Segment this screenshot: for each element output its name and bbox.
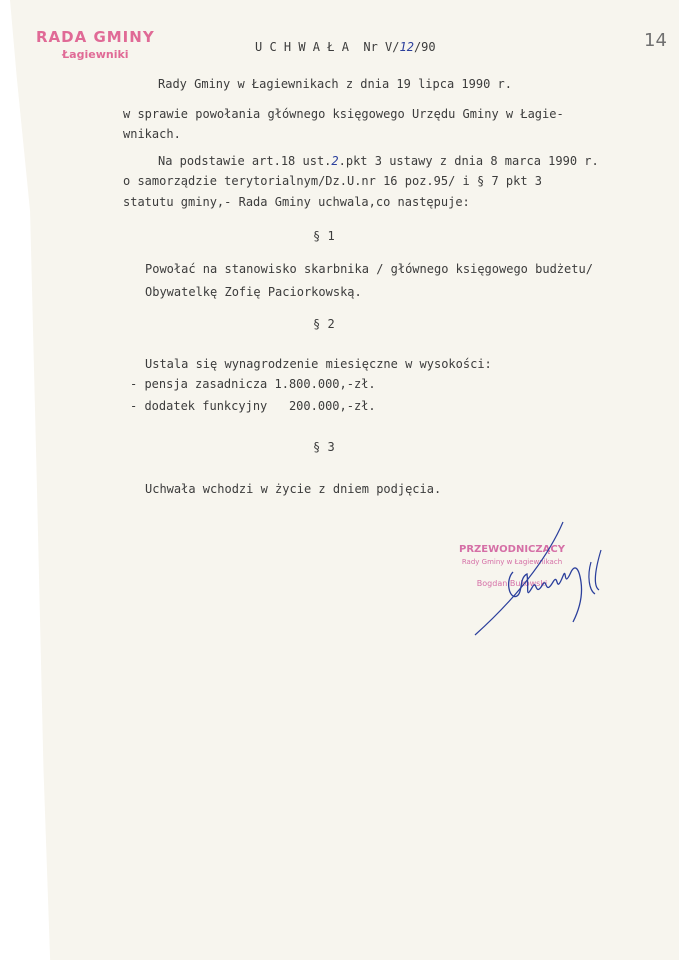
chairman-title: PRZEWODNICZĄCY [459,544,565,555]
chairman-name: Bogdan Bukowski [476,579,548,588]
section-3-heading: § 3 [313,440,335,454]
handwritten-signature [455,510,615,640]
section-2-heading: § 2 [313,317,335,331]
council-date-line: Rady Gminy w Łagiewnikach z dnia 19 lipca 1990 r. [158,77,513,91]
legal-basis-line-1 [158,155,599,167]
title-prefix: U C H W A Ł A Nr V/ [255,40,400,54]
section-3-line-1: Uchwała wchodzi w życie z dniem podjęcia. [145,482,442,496]
legal-basis-line-3: statutu gminy,- Rada Gminy uchwala,co następuje: [123,195,470,209]
section-1-heading: § 1 [313,229,335,243]
subject-line-2: wnikach. [123,127,181,141]
section-1-line-2: Obywatelkę Zofię Paciorkowską. [145,285,362,299]
document-sheet [10,0,679,960]
stamp-line-2: Łagiewniki [62,48,129,61]
handwritten-digit: 2 [331,154,339,168]
legal-basis-a: Na podstawie art.18 ust. [158,154,332,168]
section-2-line-1: Ustala się wynagrodzenie miesięczne w wysokości: [145,357,492,371]
page-number: 14 [644,30,667,51]
section-1-line-1: Powołać na stanowisko skarbnika / głównego księgowego budżetu/ [145,262,593,276]
section-2-allowance: - dodatek funkcyjny 200.000,-zł. [130,399,376,413]
legal-basis-b: .pkt 3 ustawy z dnia 8 marca 1990 r. [338,154,599,168]
resolution-number: 12 [399,40,414,54]
legal-basis-line-2: o samorządzie terytorialnym/Dz.U.nr 16 poz.95/ i § 7 pkt 3 [123,174,543,188]
resolution-title [255,41,436,53]
section-2-salary: - pensja zasadnicza 1.800.000,-zł. [130,377,376,391]
chairman-council: Rady Gminy w Łagiewnikach [461,558,563,566]
stamp-line-1: RADA GMINY [36,28,155,46]
title-suffix: /90 [413,40,436,54]
council-stamp [36,28,155,61]
subject-line-1: w sprawie powołania głównego księgowego Urzędu Gminy w Łagie- [123,107,564,121]
